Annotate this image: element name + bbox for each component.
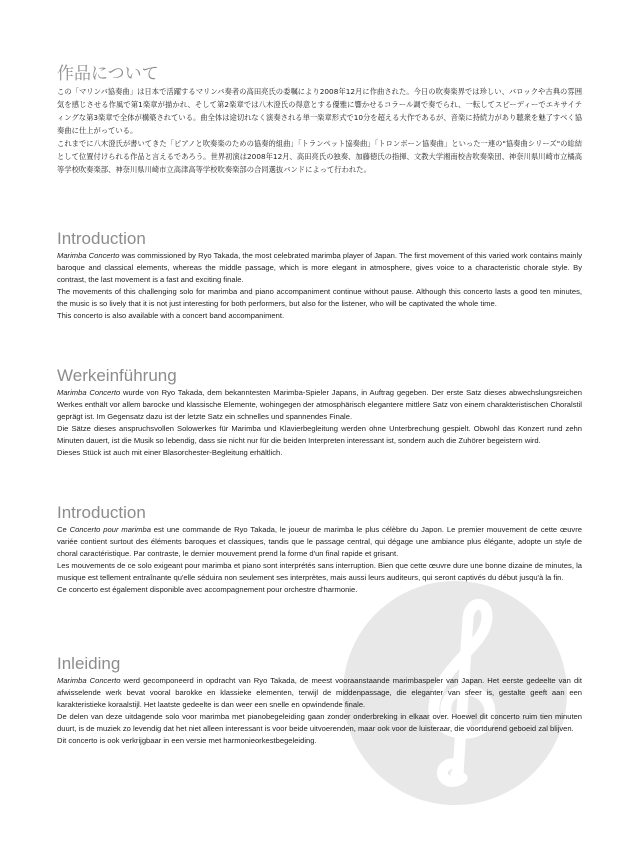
dutch-body — [57, 675, 582, 747]
english-heading: Introduction — [57, 229, 146, 248]
dutch-work-title: Marimba Concerto — [57, 676, 121, 685]
dutch-paragraph-1 — [57, 675, 582, 711]
dutch-paragraph-2: De delen van deze uitdagende solo voor marimba met pianobegeleiding gaan zonder onderbreking in elkaar over. Hoewel dit concerto ruim tien minuten duurt, is de muziek zo levendig dat het niet alleen interessant is voor beide uitvoerenden, maar ook voor de luisteraar, die voortdurend geboeid zal blijven. — [57, 712, 582, 733]
english-paragraph-3: This concerto is also available with a concert band accompaniment. — [57, 311, 285, 320]
japanese-heading: 作品について — [57, 64, 159, 83]
japanese-paragraph-1: この「マリンバ協奏曲」は日本で活躍するマリンバ奏者の高田亮氏の委嘱により2008年12月に作曲された。今日の吹奏楽界では珍しい、バロックや古典の雰囲気を感じさせる作風で第1楽章が描かれ、そして第2楽章では八木澄氏の得意とする優雅に響かせるコラール調で奏でられ、一転してスピーディーでエキサイティングな第3楽章で全体が構築されている。曲全体は途切れなく演奏される単一楽章形式で10分を超える大作であるが、音楽に持続力があり聴衆を魅了すべく協奏曲に仕上がっている。 — [57, 87, 582, 135]
german-body — [57, 387, 582, 459]
english-section — [57, 229, 582, 322]
english-paragraph-1 — [57, 250, 582, 286]
french-body — [57, 524, 582, 596]
japanese-paragraph-2: これまでに八木澄氏が書いてきた「ピアノと吹奏楽のための協奏的組曲」「トランペット協奏曲」「トロンボーン協奏曲」といった一連の"協奏曲シリーズ"の総結として位置付けられる作品と言えるであろう。世界初演は2008年12月、高田亮氏の独奏、加藤徳氏の指揮、文教大学湘南校舎吹奏楽団、神奈川県川崎市立橘高等学校吹奏楽部、神奈川県川崎市立高津高等学校吹奏楽部の合同選抜バンドによって行われた。 — [57, 139, 582, 174]
french-work-title: Concerto pour marimba — [69, 525, 151, 534]
french-paragraph-2: Les mouvements de ce solo exigeant pour marimba et piano sont interprétés sans interruption. Bien que cette œuvre dure une bonne dizaine de minutes, la musique est tellement entraînante qu'elle séduira non seulement ses interprètes, mais aussi leurs auditeurs, qui seront captivés du début jusqu'à la fin. — [57, 561, 582, 582]
english-body — [57, 250, 582, 322]
english-paragraph-2: The movements of this challenging solo for marimba and piano accompaniment continue without pause. Although this concerto lasts a good ten minutes, the music is so lively that it is not just interesting for both performers, but also for the listener, who will be captivated the whole time. — [57, 287, 582, 308]
german-work-title: Marimba Concerto — [57, 388, 121, 397]
french-paragraph-1-text: est une commande de Ryo Takada, le joueur de marimba le plus célèbre du Japon. Le premier mouvement de cette œuvre variée contient surtout des éléments baroques et classiques, tandis que le passage central, qui dégage une ambiance plus élégante, adopte un style de choral caractéristique. Par contraste, le dernier mouvement prend la forme d'un final rapide et grisant. — [57, 525, 582, 558]
english-work-title: Marimba Concerto — [57, 251, 120, 260]
german-paragraph-3: Dieses Stück ist auch mit einer Blasorchester-Begleitung erhältlich. — [57, 448, 283, 457]
japanese-body — [57, 85, 582, 176]
english-paragraph-1-text: was commissioned by Ryo Takada, the most celebrated marimba player of Japan. The first movement of this varied work contains mainly baroque and classical elements, whereas the middle passage, which is more elegant in atmosphere, gives voice to a characteristic chorale style. By contrast, the last movement is a fast and exciting finale. — [57, 251, 582, 284]
dutch-paragraph-1-text: werd gecomponeerd in opdracht van Ryo Takada, de meest vooraanstaande marimbaspeler van Japan. Het eerste gedeelte van dit afwisselende werk bevat vooral barokke en klassieke elementen, terwijl de middenpassage, die eleganter van sfeer is, gestalte geeft aan een karakteristieke koraalstijl. Het laatste gedeelte is dan weer een snelle en opwindende finale. — [57, 676, 582, 709]
french-paragraph-1-prefix: Ce — [57, 525, 70, 534]
dutch-paragraph-3: Dit concerto is ook verkrijgbaar in een versie met harmonieorkestbegeleiding. — [57, 736, 317, 745]
dutch-heading: Inleiding — [57, 654, 121, 673]
french-paragraph-1 — [57, 524, 582, 560]
french-paragraph-3: Ce concerto est également disponible avec accompagnement pour orchestre d'harmonie. — [57, 585, 358, 594]
french-heading: Introduction — [57, 503, 146, 522]
german-heading: Werkeinführung — [57, 366, 177, 385]
japanese-section — [57, 64, 582, 176]
german-paragraph-1-text: wurde von Ryo Takada, dem bekanntesten Marimba-Spieler Japans, in Auftrag gegeben. Der erste Satz dieses abwechslungsreichen Werkes enthält vor allem barocke und klassische Elemente, wohingegen der atmosphärisch elegantere mittlere Satz von einem charakteristischen Choralstil geprägt ist. Im Gegensatz dazu ist der letzte Satz ein schnelles und spannendes Finale. — [57, 388, 582, 421]
french-section — [57, 503, 582, 596]
dutch-section — [57, 654, 582, 747]
german-section — [57, 366, 582, 459]
german-paragraph-1 — [57, 387, 582, 423]
german-paragraph-2: Die Sätze dieses anspruchsvollen Solowerkes für Marimba und Klavierbegleitung werden ohne Unterbrechung gespielt. Obwohl das Konzert rund zehn Minuten dauert, ist die Musik so lebendig, dass sie nicht nur für die beiden Interpreten interessant ist, sondern auch die Zuhörer begeistern wird. — [57, 424, 582, 445]
